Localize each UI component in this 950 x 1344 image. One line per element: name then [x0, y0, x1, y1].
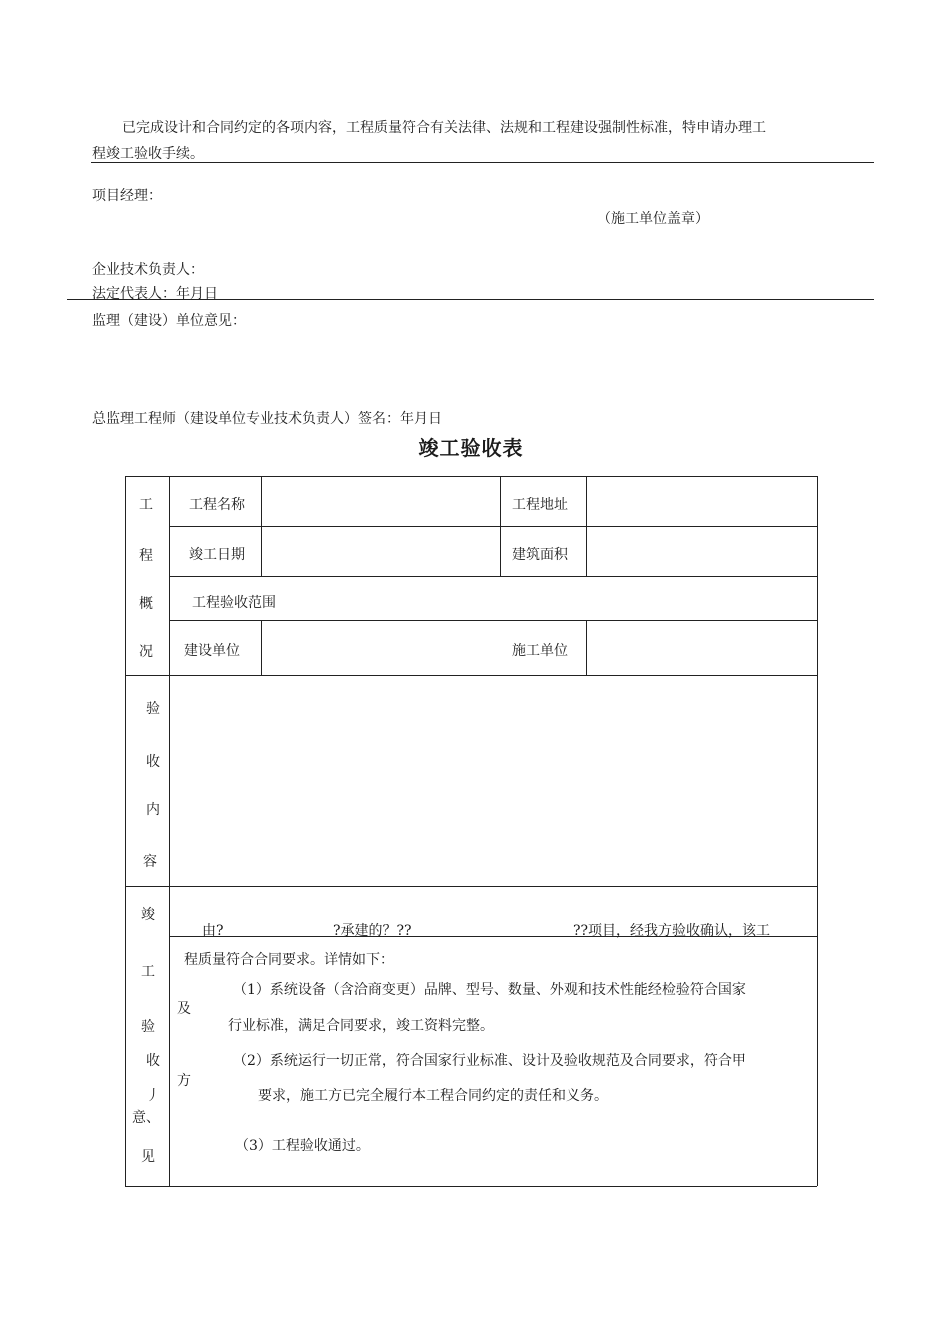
content-side-char: 收 — [146, 754, 160, 770]
opinion-item-1-stray: 及 — [177, 1001, 191, 1017]
opinion-item-1-b: 行业标准，满足合同要求，竣工资料完整。 — [228, 1018, 494, 1034]
form-title: 竣工验收表 — [418, 436, 524, 460]
project-manager-label: 项目经理： — [92, 188, 162, 204]
completion-date-label: 竣工日期 — [189, 547, 245, 563]
content-side-char: 容 — [143, 854, 157, 870]
intro-line-1: 已完成设计和合同约定的各项内容，工程质量符合有关法律、法规和工程建设强制性标准，特申请办理工 — [122, 120, 766, 136]
chief-engineer-signature: 总监理工程师（建设单位专业技术负责人）签名：年月日 — [92, 411, 442, 427]
opinion-line-1-a: 由? — [202, 923, 224, 939]
legal-rep-label: 法定代表人：年月日 — [92, 286, 218, 302]
project-name-label: 工程名称 — [189, 497, 245, 513]
divider-top — [91, 162, 874, 163]
content-side-char: 内 — [146, 802, 160, 818]
divider-middle — [67, 299, 874, 300]
builder-label: 建设单位 — [184, 643, 240, 659]
content-side-char: 验 — [146, 701, 160, 717]
acceptance-scope-label: 工程验收范围 — [192, 595, 276, 611]
opinion-item-2-b: 要求，施工方已完全履行本工程合同约定的责任和义务。 — [258, 1088, 608, 1104]
opinion-side-char: 丿 — [146, 1088, 160, 1104]
opinion-side-char: 工 — [141, 964, 155, 980]
opinion-side-char: 竣 — [141, 907, 155, 923]
opinion-line-2: 程质量符合合同要求。详情如下： — [184, 952, 394, 968]
opinion-side-char: 验 — [141, 1019, 155, 1035]
opinion-item-1-a: （1）系统设备（含洽商变更）品牌、型号、数量、外观和技术性能经检验符合国家 — [233, 982, 746, 998]
opinion-side-char: 收 — [146, 1053, 160, 1069]
opinion-item-2-stray: 方 — [177, 1073, 191, 1089]
opinion-line-1-c: ??项目，经我方验收确认，该工 — [573, 923, 771, 939]
opinion-line-1-b: ?承建的？?? — [333, 923, 412, 939]
tech-lead-label: 企业技术负责人： — [92, 262, 204, 278]
opinion-item-3: （3）工程验收通过。 — [235, 1138, 370, 1154]
overview-side-char: 程 — [139, 548, 153, 564]
overview-side-char: 工 — [139, 497, 153, 513]
overview-side-char: 概 — [139, 596, 153, 612]
building-area-label: 建筑面积 — [512, 547, 568, 563]
supervisor-opinion-label: 监理（建设）单位意见： — [92, 313, 246, 329]
intro-line-2: 程竣工验收手续。 — [92, 146, 204, 162]
constructor-label: 施工单位 — [512, 643, 568, 659]
overview-side-char: 况 — [139, 644, 153, 660]
stamp-note: （施工单位盖章） — [597, 211, 709, 227]
project-address-label: 工程地址 — [512, 497, 568, 513]
opinion-item-2-a: （2）系统运行一切正常，符合国家行业标准、设计及验收规范及合同要求，符合甲 — [233, 1053, 746, 1069]
opinion-side-char: 见 — [141, 1149, 155, 1165]
opinion-side-char: 意、 — [132, 1110, 160, 1126]
